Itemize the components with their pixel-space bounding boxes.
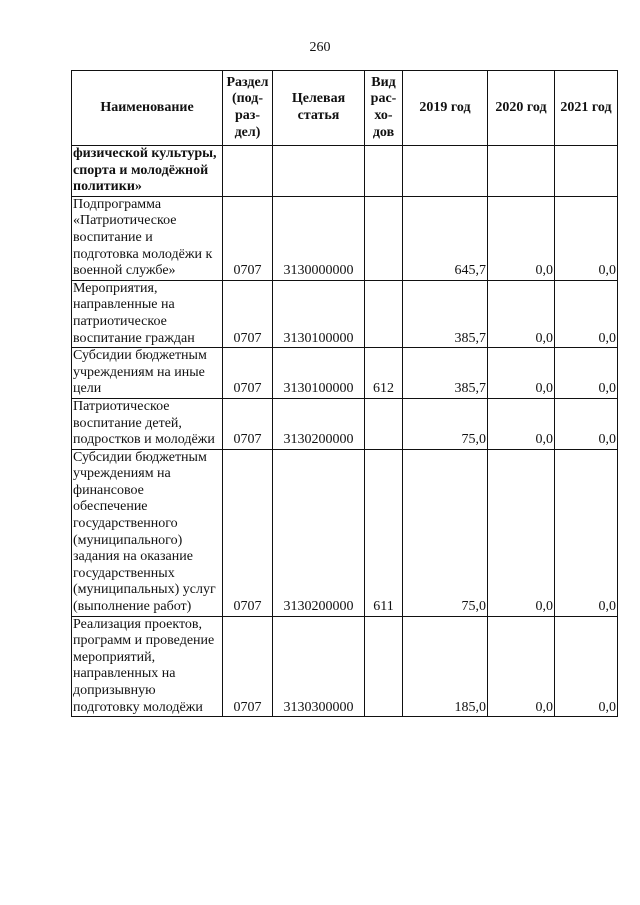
row-2021: 0,0 — [555, 280, 618, 347]
row-name: физической культуры, спорта и молодёжной политики» — [72, 146, 223, 197]
row-kind — [365, 398, 403, 449]
row-2019 — [403, 146, 488, 197]
row-2021: 0,0 — [555, 348, 618, 399]
table-row — [72, 196, 618, 280]
row-2019: 645,7 — [403, 196, 488, 280]
row-kind — [365, 146, 403, 197]
header-target: Целевая статья — [273, 71, 365, 146]
row-target: 3130200000 — [273, 449, 365, 616]
row-kind — [365, 196, 403, 280]
row-2019: 385,7 — [403, 348, 488, 399]
row-section: 0707 — [223, 398, 273, 449]
row-target: 3130200000 — [273, 398, 365, 449]
row-target: 3130300000 — [273, 616, 365, 717]
row-name: Патриотическое воспитание детей, подростков и молодёжи — [72, 398, 223, 449]
row-name: Субсидии бюджетным учреждениям на иные цели — [72, 348, 223, 399]
row-kind: 611 — [365, 449, 403, 616]
budget-table — [71, 70, 618, 717]
row-section: 0707 — [223, 449, 273, 616]
table-row — [72, 146, 618, 197]
row-2021: 0,0 — [555, 616, 618, 717]
table-row — [72, 616, 618, 717]
row-2020: 0,0 — [488, 348, 555, 399]
header-kind: Вид рас- хо- дов — [365, 71, 403, 146]
table-row — [72, 348, 618, 399]
row-2020: 0,0 — [488, 616, 555, 717]
row-kind — [365, 616, 403, 717]
row-kind: 612 — [365, 348, 403, 399]
header-name: Наименование — [72, 71, 223, 146]
row-2021: 0,0 — [555, 196, 618, 280]
row-section: 0707 — [223, 196, 273, 280]
table-row — [72, 449, 618, 616]
row-name: Мероприятия, направленные на патриотическое воспитание граждан — [72, 280, 223, 347]
row-2020: 0,0 — [488, 196, 555, 280]
table-row — [72, 398, 618, 449]
row-kind — [365, 280, 403, 347]
row-2020: 0,0 — [488, 398, 555, 449]
page-number: 260 — [309, 40, 331, 55]
row-section — [223, 146, 273, 197]
row-2021: 0,0 — [555, 449, 618, 616]
row-target: 3130100000 — [273, 280, 365, 347]
row-2020: 0,0 — [488, 449, 555, 616]
row-2021 — [555, 146, 618, 197]
row-name: Реализация проектов, программ и проведение мероприятий, направленных на допризывную подготовку молодёжи — [72, 616, 223, 717]
table-row — [72, 280, 618, 347]
row-2019: 185,0 — [403, 616, 488, 717]
header-2019: 2019 год — [403, 71, 488, 146]
row-section: 0707 — [223, 280, 273, 347]
table-header-row — [72, 71, 618, 146]
row-2020 — [488, 146, 555, 197]
row-2019: 75,0 — [403, 449, 488, 616]
header-2020: 2020 год — [488, 71, 555, 146]
header-2021: 2021 год — [555, 71, 618, 146]
row-name: Субсидии бюджетным учреждениям на финансовое обеспечение государственного (муниципального) задания на оказание государственных (муниципальных) услуг (выполнение работ) — [72, 449, 223, 616]
header-section: Раздел (под- раз- дел) — [223, 71, 273, 146]
row-2021: 0,0 — [555, 398, 618, 449]
row-section: 0707 — [223, 348, 273, 399]
row-2019: 385,7 — [403, 280, 488, 347]
row-2020: 0,0 — [488, 280, 555, 347]
row-2019: 75,0 — [403, 398, 488, 449]
row-target — [273, 146, 365, 197]
row-name: Подпрограмма «Патриотическое воспитание и подготовка молодёжи к военной службе» — [72, 196, 223, 280]
row-section: 0707 — [223, 616, 273, 717]
row-target: 3130000000 — [273, 196, 365, 280]
row-target: 3130100000 — [273, 348, 365, 399]
